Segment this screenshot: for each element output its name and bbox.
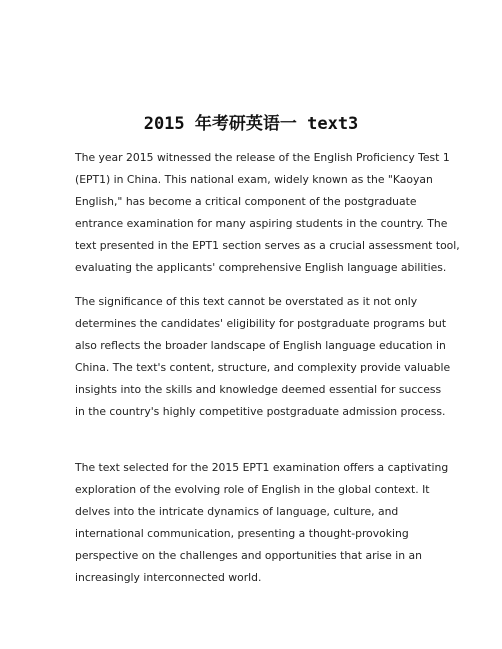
paragraph-line: delves into the intricate dynamics of language, culture, and: [75, 505, 399, 518]
paragraph-line: determines the candidates' eligibility for postgraduate programs but: [75, 317, 447, 330]
paragraph-line: international communication, presenting a thought-provoking: [75, 527, 409, 540]
paragraph-2: [75, 291, 451, 423]
paragraph-line: exploration of the evolving role of English in the global context. It: [75, 483, 430, 496]
paragraph-line: increasingly interconnected world.: [75, 571, 262, 584]
paragraph-line: English," has become a critical component of the postgraduate: [75, 195, 417, 208]
document-title: 2015 年考研英语一 text3: [143, 114, 359, 134]
paragraph-line: entrance examination for many aspiring students in the country. The: [75, 217, 448, 230]
paragraph-line: perspective on the challenges and opportunities that arise in an: [75, 549, 422, 562]
paragraph-line: China. The text's content, structure, and complexity provide valuable: [75, 361, 451, 374]
paragraph-3: [75, 457, 449, 589]
paragraph-line: also reflects the broader landscape of English language education in: [75, 339, 446, 352]
paragraph-line: (EPT1) in China. This national exam, widely known as the "Kaoyan: [75, 173, 433, 186]
paragraph-line: The text selected for the 2015 EPT1 examination offers a captivating: [75, 461, 449, 474]
paragraph-line: in the country's highly competitive postgraduate admission process.: [75, 405, 446, 418]
paragraph-line: insights into the skills and knowledge deemed essential for success: [75, 383, 442, 396]
paragraph-line: The significance of this text cannot be overstated as it not only: [75, 295, 418, 308]
paragraph-line: The year 2015 witnessed the release of the English Proficiency Test 1: [75, 151, 450, 164]
paragraph-line: text presented in the EPT1 section serves as a crucial assessment tool,: [75, 239, 460, 252]
paragraph-1: [75, 147, 460, 279]
paragraph-line: evaluating the applicants' comprehensive English language abilities.: [75, 261, 447, 274]
